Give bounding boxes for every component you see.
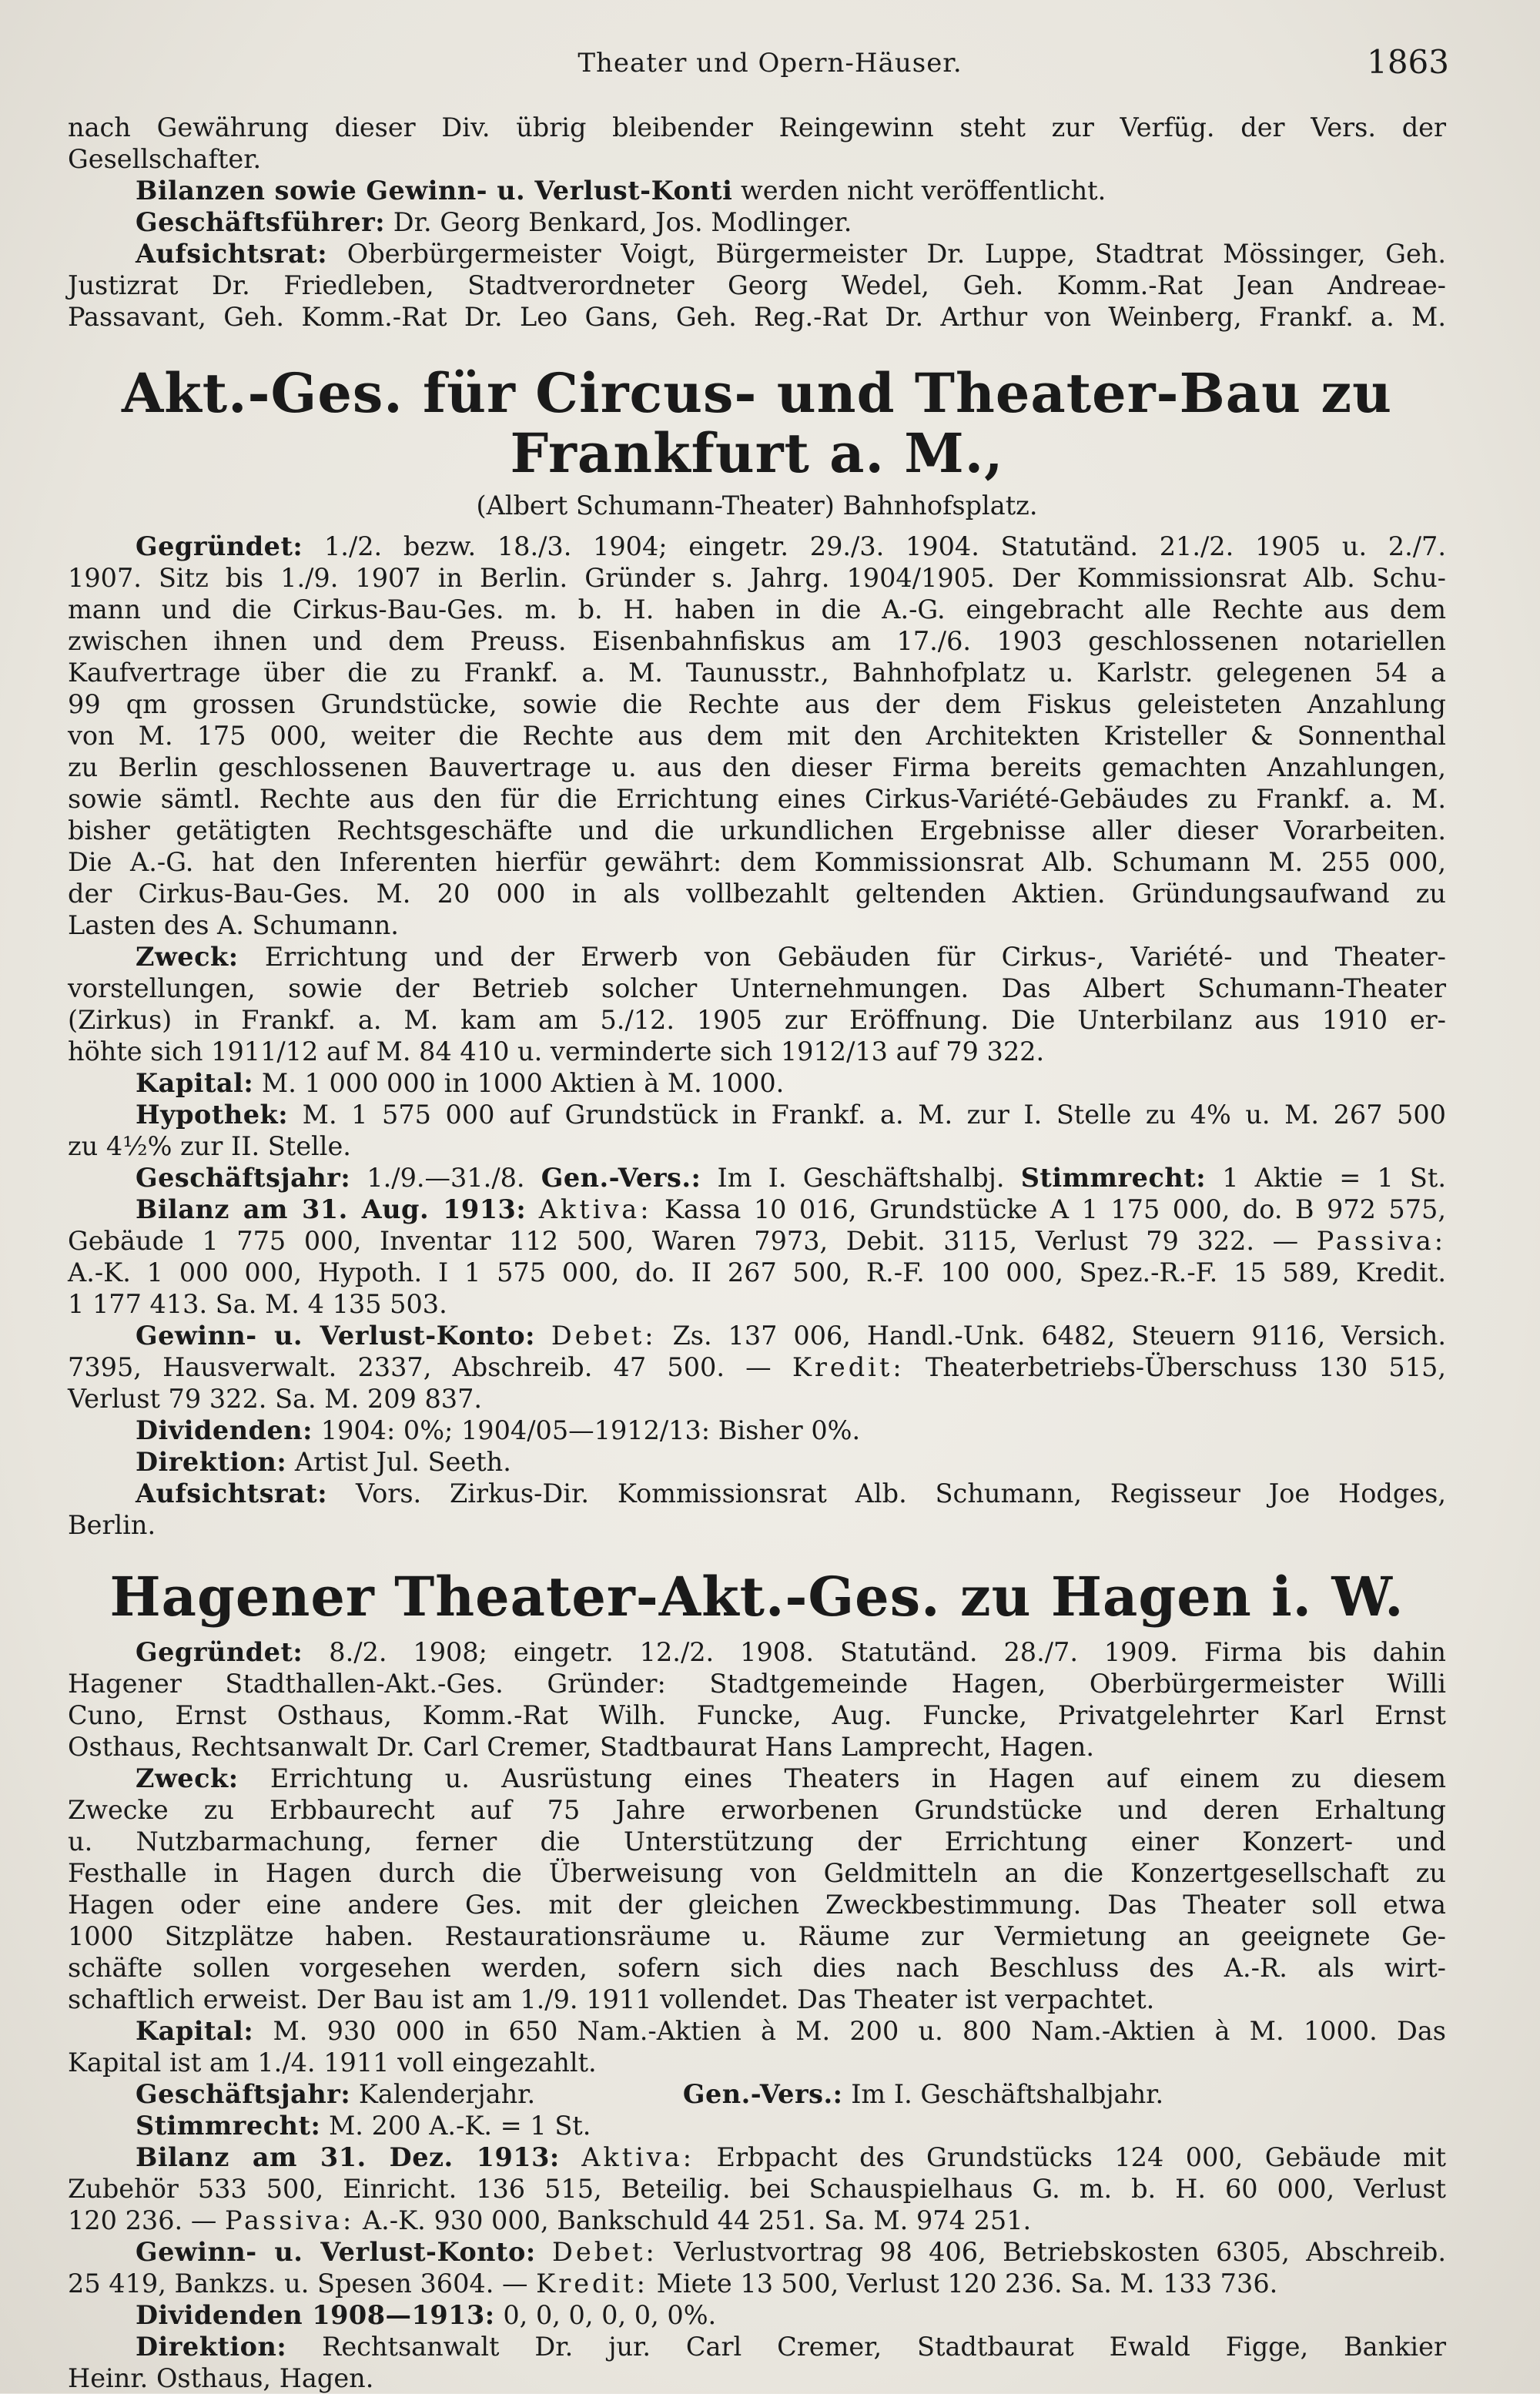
guv-text: 7395, Hausverwalt. 2337, Abschreib. 47 500. — [68,1352,772,1382]
text-line: Hagener Stadthallen-Akt.-Ges. Gründer: Stadtgemeinde Hagen, Oberbürgermeister Willi [68,1669,1446,1699]
text-line: Osthaus, Rechtsanwalt Dr. Carl Cremer, Stadtbaurat Hans Lamprecht, Hagen. [68,1732,1094,1762]
hypothek-label: Hypothek: [136,1100,289,1130]
direktion-line [68,2331,1446,2362]
text-line [68,2205,1446,2236]
text-line: höhte sich 1911/12 auf M. 84 410 u. verminderte sich 1912/13 auf 79 322. [68,1036,1045,1066]
zweck-text: Errichtung u. Ausrüstung eines Theaters in Hagen auf einem zu diesem [270,1763,1446,1793]
debet-label: Debet: [551,1321,657,1351]
kapital-label: Kapital: [136,2016,254,2046]
geschaeftsjahr-text: 1./9.—31./8. [367,1163,525,1193]
text-line: Justizrat Dr. Friedleben, Stadtverordneter Georg Wedel, Geh. Komm.-Rat Jean Andreae- [68,270,1446,300]
entry-title: Hagener Theater-Akt.-Ges. zu Hagen i. W. [109,1565,1404,1629]
bilanz-text: Erbpacht des Grundstücks 124 000, Gebäude mit [716,2142,1446,2172]
gegruendet-line [68,1636,1446,1668]
text-line: Gesellschafter. [68,144,262,174]
text-line: vorstellungen, sowie der Betrieb solcher Unternehmungen. Das Albert Schumann-Theater [68,973,1446,1003]
stimmrecht-text: 1 Aktie = 1 St. [1222,1163,1446,1193]
text-line [68,1351,1446,1383]
geschaeftsjahr-line [68,2078,1446,2110]
passiva-label: Passiva: [225,2205,355,2235]
guv-label: Gewinn- u. Verlust-Konto: [136,1321,535,1351]
gen-vers-text: Im I. Geschäftshalbj. [717,1163,1005,1193]
aufsichtsrat-line [68,238,1446,270]
page-number: 1863 [1367,43,1449,81]
text-line: Kaufvertrage über die zu Frankf. a. M. Taunusstr., Bahnhofplatz u. Karlstr. gelegenen 54 a [68,658,1446,688]
passiva-label: Passiva: [1316,1226,1446,1256]
gegruendet-line [68,531,1446,562]
kredit-label: Kredit: [536,2268,648,2299]
text-line: Lasten des A. Schumann. [68,910,399,940]
bilanz-line [68,2141,1446,2173]
entry-title: Akt.-Ges. für Circus- und Theater-Bau zu Frankfurt a. M., [121,361,1393,485]
bilanzen-label: Bilanzen sowie Gewinn- u. Verlust-Konti [136,176,733,206]
text-line: Heinr. Osthaus, Hagen. [68,2363,374,2393]
text-line: zu 4½% zur II. Stelle. [68,1131,351,1161]
zweck-label: Zweck: [136,942,239,972]
text-line: schäfte sollen vorgesehen werden, sofern sich dies nach Beschluss des A.-R. als wirt- [68,1953,1446,1983]
bilanz-label: Bilanz am 31. Dez. 1913: [136,2142,560,2172]
hypothek-text: M. 1 575 000 auf Grundstück in Frankf. a. M. zur I. Stelle zu 4% u. M. 267 500 [302,1100,1446,1130]
text-line: 1000 Sitzplätze haben. Restaurationsräume u. Räume zur Vermietung an geeignete Ge- [68,1921,1446,1951]
text-line: Verlust 79 322. Sa. M. 209 837. [68,1384,483,1414]
entry-subtitle: (Albert Schumann-Theater) Bahnhofsplatz. [476,491,1038,521]
running-header [0,43,1540,86]
page-content [68,112,1446,2394]
geschaeftsfuehrer-line [68,206,1446,238]
running-title: Theater und Opern-Häuser. [578,48,962,79]
aktiva-label: Aktiva: [538,1194,652,1224]
text-line: Hagen oder eine andere Ges. mit der gleichen Zweckbestimmung. Das Theater soll etwa [68,1890,1446,1920]
hypothek-line [68,1099,1446,1130]
direktion-line [68,1446,1446,1478]
gen-vers-text: Im I. Geschäftshalbjahr. [851,2079,1164,2109]
gegruendet-text: 8./2. 1908; eingetr. 12./2. 1908. Statutänd. 28./7. 1909. Firma bis dahin [329,1637,1446,1667]
bilanz-text: 120 236. — [68,2205,217,2235]
text-line: mann und die Cirkus-Bau-Ges. m. b. H. haben in die A.-G. eingebracht alle Rechte aus dem [68,594,1446,624]
text-line: bisher getätigten Rechtsgeschäfte und die urkundlichen Ergebnisse aller dieser Vorarbeiten. [68,815,1446,845]
text-line: (Zirkus) in Frankf. a. M. kam am 5./12. 1905 zur Eröffnung. Die Unterbilanz aus 1910 er- [68,1005,1446,1035]
bilanz-text: A.-K. 930 000, Bankschuld 44 251. Sa. M. 974 251. [362,2205,1032,2235]
guv-text: Theaterbetriebs-Überschuss 130 515, [925,1352,1447,1382]
kapital-text: M. 1 000 000 in 1000 Aktien à M. 1000. [261,1068,785,1098]
gegruendet-label: Gegründet: [136,1637,303,1667]
text-line: Zwecke zu Erbbaurecht auf 75 Jahre erworbenen Grundstücke und deren Erhaltung [68,1795,1446,1825]
text-line: 99 qm grossen Grundstücke, sowie die Rechte aus der dem Fiskus geleisteten Anzahlung [68,689,1446,719]
geschaeftsfuehrer-text: Dr. Georg Benkard, Jos. Modlinger. [393,207,852,237]
stimmrecht-line [68,2110,1446,2141]
aufsichtsrat-line [68,1478,1446,1509]
text-line: Berlin. [68,1510,156,1540]
zweck-line [68,1763,1446,1794]
dividenden-label: Dividenden: [136,1415,313,1445]
zweck-text: Errichtung und der Erwerb von Gebäuden für Cirkus-, Variété- und Theater- [264,942,1446,972]
text-line: sowie sämtl. Rechte aus den für die Errichtung eines Cirkus-Variété-Gebäudes zu Frankf. a. M. [68,784,1446,814]
aufsichtsrat-label: Aufsichtsrat: [136,239,328,269]
entry-hagener-theater [68,1567,1446,2394]
direktion-label: Direktion: [136,1447,287,1477]
guv-label: Gewinn- u. Verlust-Konto: [136,2237,536,2267]
text-line [68,1225,1446,1257]
guv-text: 25 419, Bankzs. u. Spesen 3604. — [68,2268,528,2299]
stimmrecht-text: M. 200 A.-K. = 1 St. [329,2111,591,2141]
kapital-line [68,1067,1446,1099]
zweck-label: Zweck: [136,1763,239,1793]
guv-line [68,1320,1446,1351]
gen-vers-label: Gen.-Vers.: [682,2079,843,2109]
guv-text: Miete 13 500, Verlust 120 236. Sa. M. 133 736. [656,2268,1278,2299]
dividenden-line [68,1415,1446,1446]
geschaeftsfuehrer-label: Geschäftsführer: [136,207,386,237]
guv-line [68,2236,1446,2268]
entry-circus-theater-frankfurt [68,363,1446,1541]
direktion-label: Direktion: [136,2332,287,2362]
geschaeftsjahr-label: Geschäftsjahr: [136,2079,351,2109]
text-line: Zubehör 533 500, Einricht. 136 515, Beteilig. bei Schauspielhaus G. m. b. H. 60 000, Verlust [68,2174,1446,2204]
text-line: Die A.-G. hat den Inferenten hierfür gewährt: dem Kommissionsrat Alb. Schumann M. 255 000, [68,847,1446,877]
gegruendet-text: 1./2. bezw. 18./3. 1904; eingetr. 29./3. 1904. Statutänd. 21./2. 1905 u. 2./7. [323,531,1446,561]
bilanz-label: Bilanz am 31. Aug. 1913: [136,1194,527,1224]
geschaeftsjahr-line [68,1162,1446,1194]
gen-vers-label: Gen.-Vers.: [541,1163,701,1193]
text-line: Kapital ist am 1./4. 1911 voll eingezahlt. [68,2047,597,2078]
kapital-line [68,2015,1446,2047]
dividenden-text: 0, 0, 0, 0, 0, 0%. [503,2300,717,2330]
text-line: Cuno, Ernst Osthaus, Komm.-Rat Wilh. Funcke, Aug. Funcke, Privatgelehrter Karl Ernst [68,1700,1446,1730]
bilanzen-text: werden nicht veröffentlicht. [741,176,1106,206]
aufsichtsrat-text: Oberbürgermeister Voigt, Bürgermeister Dr. Luppe, Stadtrat Mössinger, Geh. [346,239,1446,269]
text-line: Festhalle in Hagen durch die Überweisung von Geldmitteln an die Konzertgesellschaft zu [68,1858,1446,1888]
bilanz-text: Kassa 10 016, Grundstücke A 1 175 000, do. B 972 575, [665,1194,1447,1224]
text-line: 1907. Sitz bis 1./9. 1907 in Berlin. Gründer s. Jahrg. 1904/1905. Der Kommissionsrat Alb. Schu- [68,563,1446,593]
stimmrecht-label: Stimmrecht: [1020,1163,1207,1193]
text-line: von M. 175 000, weiter die Rechte aus dem mit den Architekten Kristeller & Sonnenthal [68,721,1446,751]
geschaeftsjahr-text: Kalenderjahr. [358,2079,536,2109]
text-line: zwischen ihnen und dem Preuss. Eisenbahnfiskus am 17./6. 1903 geschlossenen notariellen [68,626,1446,656]
guv-text: Verlustvortrag 98 406, Betriebskosten 6305, Abschreib. [674,2237,1446,2267]
kredit-label: Kredit: [792,1352,905,1382]
aufsichtsrat-label: Aufsichtsrat: [136,1478,328,1508]
text-line: schaftlich erweist. Der Bau ist am 1./9. 1911 vollendet. Das Theater ist verpachtet. [68,1984,1155,2014]
direktion-text: Artist Jul. Seeth. [294,1447,511,1477]
bilanz-text: Gebäude 1 775 000, Inventar 112 500, Waren 7973, Debit. 3115, Verlust 79 322. — [68,1226,1299,1256]
text-line [68,2268,1446,2299]
stimmrecht-label: Stimmrecht: [136,2111,321,2141]
text-line: zu Berlin geschlossenen Bauvertrage u. aus den dieser Firma bereits gemachten Anzahlungen, [68,752,1446,782]
zweck-line [68,941,1446,973]
geschaeftsjahr-label: Geschäftsjahr: [136,1163,351,1193]
aufsichtsrat-text: Vors. Zirkus-Dir. Kommissionsrat Alb. Schumann, Regisseur Joe Hodges, [356,1478,1446,1508]
dividenden-label: Dividenden 1908—1913: [136,2300,495,2330]
guv-text: Zs. 137 006, Handl.-Unk. 6482, Steuern 9116, Versich. [672,1321,1447,1351]
bilanz-line [68,1194,1446,1225]
gegruendet-label: Gegründet: [136,531,303,561]
text-line: nach Gewährung dieser Div. übrig bleibender Reingewinn steht zur Verfüg. der Vers. der [68,112,1446,142]
text-line: u. Nutzbarmachung, ferner die Unterstützung der Errichtung einer Konzert- und [68,1826,1446,1857]
text-line: Passavant, Geh. Komm.-Rat Dr. Leo Gans, Geh. Reg.-Rat Dr. Arthur von Weinberg, Frankf. a. M. [68,302,1446,332]
dividenden-line [68,2299,1446,2331]
entry-continuation [68,112,1446,333]
bilanzen-line [68,175,1446,206]
dividenden-text: 1904: 0%; 1904/05—1912/13: Bisher 0%. [320,1415,861,1445]
direktion-text: Rechtsanwalt Dr. jur. Carl Cremer, Stadtbaurat Ewald Figge, Bankier [322,2332,1446,2362]
kapital-label: Kapital: [136,1068,254,1098]
debet-label: Debet: [552,2237,658,2267]
text-line: 1 177 413. Sa. M. 4 135 503. [68,1289,447,1319]
text-line: der Cirkus-Bau-Ges. M. 20 000 in als vollbezahlt geltenden Aktien. Gründungsaufwand zu [68,879,1446,909]
kapital-text: M. 930 000 in 650 Nam.-Aktien à M. 200 u. 800 Nam.-Aktien à M. 1000. Das [273,2016,1446,2046]
text-line: A.-K. 1 000 000, Hypoth. I 1 575 000, do. II 267 500, R.-F. 100 000, Spez.-R.-F. 15 589, Kredit. [68,1257,1446,1287]
aktiva-label: Aktiva: [581,2142,695,2172]
